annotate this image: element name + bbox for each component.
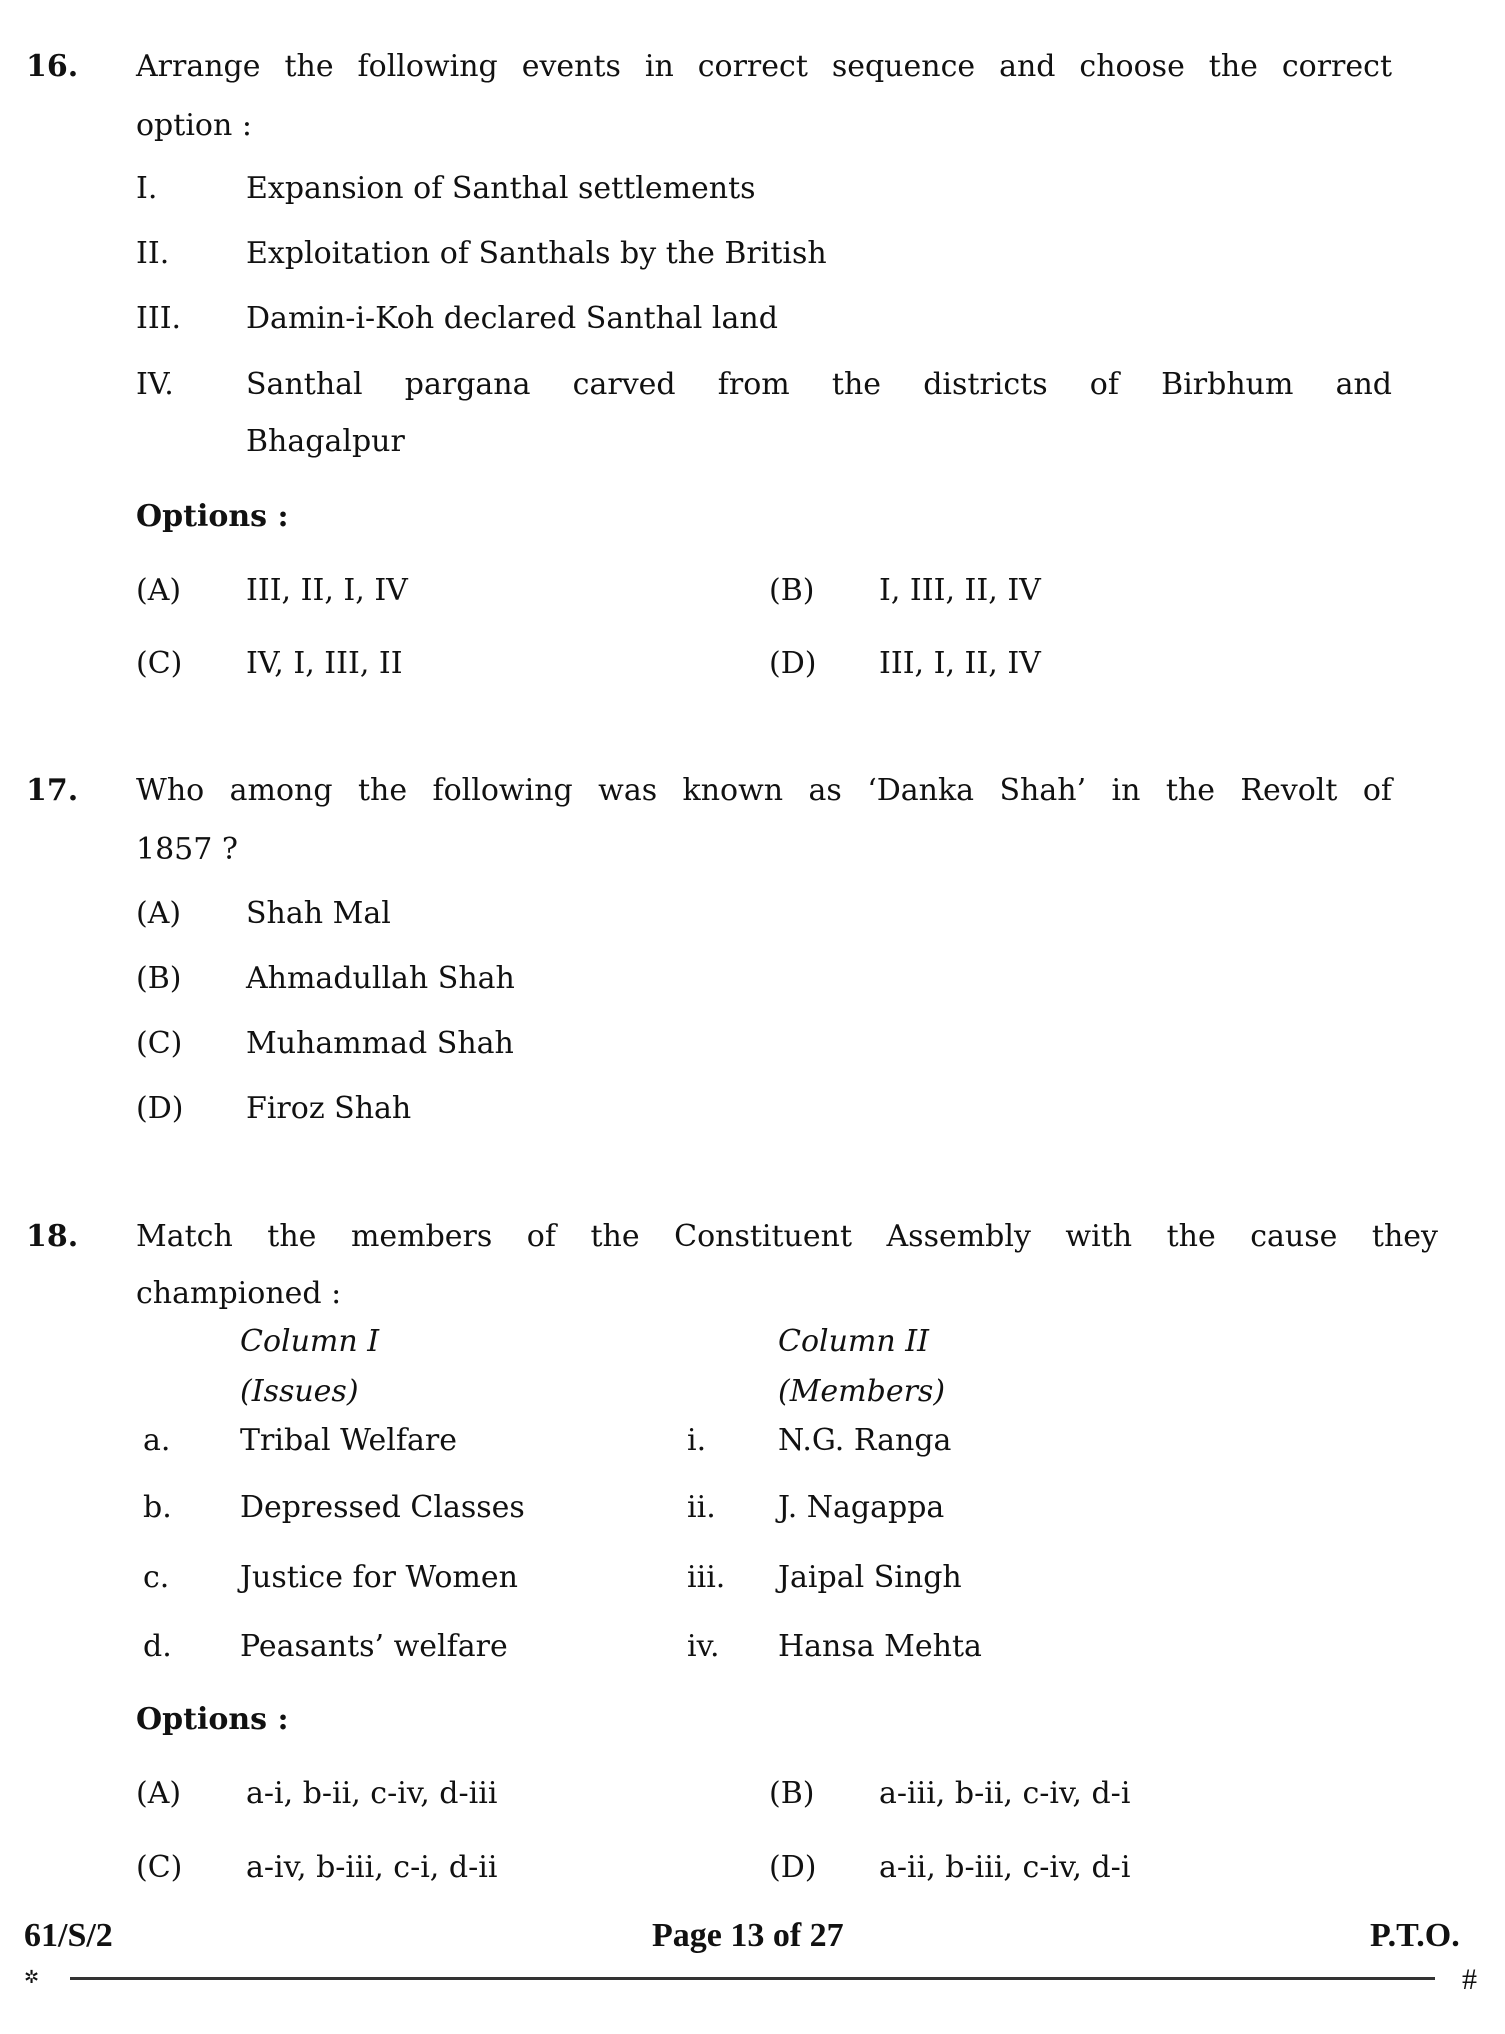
event-number: II. (136, 236, 170, 271)
option-text[interactable]: a-i, b-ii, c-iv, d-iii (246, 1776, 498, 1811)
event-number: III. (136, 301, 182, 336)
option-text[interactable]: I, III, II, IV (879, 573, 1041, 608)
option-text[interactable]: III, I, II, IV (879, 646, 1041, 681)
option-letter: (C) (136, 646, 183, 681)
pto-label: P.T.O. (1370, 1917, 1460, 1954)
row-key: c. (143, 1560, 170, 1595)
member-text: J. Nagappa (778, 1490, 945, 1525)
question-stem: 1857 ? (136, 832, 238, 867)
event-number: IV. (136, 367, 174, 402)
option-text[interactable]: Firoz Shah (246, 1091, 412, 1126)
member-text: Hansa Mehta (778, 1629, 982, 1664)
member-text: Jaipal Singh (778, 1560, 962, 1595)
page-number: Page 13 of 27 (652, 1917, 844, 1954)
column-1-title: Column I (240, 1324, 380, 1359)
event-text: Expansion of Santhal settlements (246, 171, 756, 206)
option-letter: (B) (769, 1776, 815, 1811)
option-letter: (C) (136, 1850, 183, 1885)
option-letter: (D) (769, 646, 817, 681)
question-stem: Who among the following was known as ‘Danka Shah’ in the Revolt of (136, 773, 1392, 808)
paper-code: 61/S/2 (24, 1917, 113, 1954)
option-letter: (C) (136, 1026, 183, 1061)
question-number: 16. (26, 49, 79, 84)
question-stem: Match the members of the Constituent Assembly with the cause they (136, 1219, 1438, 1254)
option-letter: (B) (136, 961, 182, 996)
option-text[interactable]: Muhammad Shah (246, 1026, 514, 1061)
issue-text: Justice for Women (240, 1560, 518, 1595)
member-key: iii. (687, 1560, 726, 1595)
event-text: Damin-i-Koh declared Santhal land (246, 301, 778, 336)
event-text: Bhagalpur (246, 424, 405, 459)
footer-divider (70, 1977, 1435, 1980)
column-2-subtitle: (Members) (778, 1374, 946, 1409)
option-letter: (B) (769, 573, 815, 608)
option-text[interactable]: a-iv, b-iii, c-i, d-ii (246, 1850, 498, 1885)
option-letter: (A) (136, 896, 182, 931)
column-1-subtitle: (Issues) (240, 1374, 359, 1409)
option-text[interactable]: Ahmadullah Shah (246, 961, 515, 996)
hash-mark: # (1462, 1963, 1477, 1996)
question-stem: championed : (136, 1276, 342, 1311)
options-label: Options : (136, 499, 289, 534)
question-stem: option : (136, 108, 252, 143)
option-text[interactable]: III, II, I, IV (246, 573, 408, 608)
option-letter: (D) (769, 1850, 817, 1885)
event-number: I. (136, 171, 158, 206)
event-text: Santhal pargana carved from the districts of Birbhum and (246, 367, 1392, 402)
row-key: a. (143, 1423, 171, 1458)
member-key: iv. (687, 1629, 720, 1664)
issue-text: Peasants’ welfare (240, 1629, 508, 1664)
option-letter: (A) (136, 573, 182, 608)
member-text: N.G. Ranga (778, 1423, 952, 1458)
column-2-title: Column II (778, 1324, 929, 1359)
question-number: 18. (26, 1219, 79, 1254)
issue-text: Depressed Classes (240, 1490, 525, 1525)
option-text[interactable]: a-iii, b-ii, c-iv, d-i (879, 1776, 1131, 1811)
flower-icon: ✲ (24, 1967, 40, 1988)
option-text[interactable]: a-ii, b-iii, c-iv, d-i (879, 1850, 1131, 1885)
issue-text: Tribal Welfare (240, 1423, 457, 1458)
question-stem: Arrange the following events in correct sequence and choose the correct (136, 49, 1392, 84)
row-key: b. (143, 1490, 172, 1525)
member-key: i. (687, 1423, 707, 1458)
question-number: 17. (26, 773, 79, 808)
option-text[interactable]: IV, I, III, II (246, 646, 403, 681)
member-key: ii. (687, 1490, 716, 1525)
row-key: d. (143, 1629, 172, 1664)
option-text[interactable]: Shah Mal (246, 896, 391, 931)
options-label: Options : (136, 1702, 289, 1737)
option-letter: (A) (136, 1776, 182, 1811)
option-letter: (D) (136, 1091, 184, 1126)
event-text: Exploitation of Santhals by the British (246, 236, 827, 271)
